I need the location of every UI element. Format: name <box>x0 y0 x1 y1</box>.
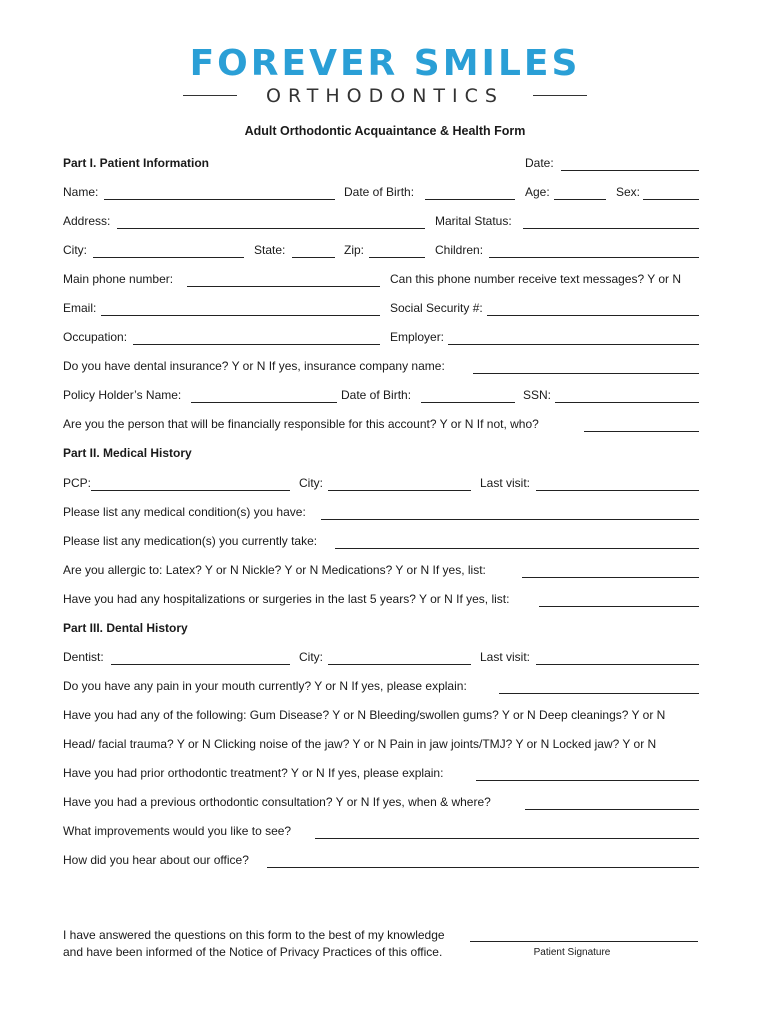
state-label: State: <box>254 243 286 257</box>
pcp-field[interactable] <box>91 490 290 491</box>
mouth-pain-question: Do you have any pain in your mouth currently? Y or N If yes, please explain: <box>63 679 467 693</box>
date-label: Date: <box>525 156 554 170</box>
text-messages-question: Can this phone number receive text messages? Y or N <box>390 272 682 286</box>
address-label: Address: <box>63 214 111 228</box>
row-medical-conditions <box>63 504 699 522</box>
row-phone <box>63 271 699 289</box>
form-title: Adult Orthodontic Acquaintance & Health Form <box>244 124 526 138</box>
pcp-last-visit-label: Last visit: <box>480 476 531 490</box>
row-prior-ortho <box>63 765 699 783</box>
row-mouth-pain <box>63 678 699 696</box>
row-trauma <box>63 736 699 754</box>
zip-field[interactable] <box>369 257 425 258</box>
row-improvements <box>63 823 699 841</box>
row-dentist <box>63 649 699 667</box>
dentist-last-visit-field[interactable] <box>536 664 699 665</box>
row-referral <box>63 852 699 870</box>
improvements-question: What improvements would you like to see? <box>63 824 292 838</box>
main-phone-label: Main phone number: <box>63 272 174 286</box>
referral-field[interactable] <box>267 867 699 868</box>
medical-conditions-field[interactable] <box>321 519 699 520</box>
row-hospitalizations <box>63 591 699 609</box>
medical-conditions-question: Please list any medical condition(s) you have: <box>63 505 306 519</box>
part1-heading: Part I. Patient Information <box>63 156 210 170</box>
pcp-last-visit-field[interactable] <box>536 490 699 491</box>
occupation-label: Occupation: <box>63 330 128 344</box>
attestation-text <box>63 927 445 961</box>
occupation-field[interactable] <box>133 344 380 345</box>
row-medications <box>63 533 699 551</box>
trauma-question: Head/ facial trauma? Y or N Clicking noise of the jaw? Y or N Pain in jaw joints/TMJ? Y or N Locked jaw? Y or N <box>63 737 657 751</box>
dentist-last-visit-label: Last visit: <box>480 650 531 664</box>
children-label: Children: <box>435 243 484 257</box>
policy-holder-field[interactable] <box>191 402 337 403</box>
row-occupation <box>63 329 699 347</box>
pcp-city-field[interactable] <box>328 490 471 491</box>
row-pcp <box>63 475 699 493</box>
part3-heading: Part III. Dental History <box>63 621 188 635</box>
row-consultation <box>63 794 699 812</box>
brand-subtitle: ORTHODONTICS <box>266 85 504 107</box>
row-financial <box>63 416 699 434</box>
prior-ortho-field[interactable] <box>476 780 699 781</box>
attestation-line-2: and have been informed of the Notice of Privacy Practices of this office. <box>63 945 443 959</box>
employer-field[interactable] <box>448 344 699 345</box>
employer-label: Employer: <box>390 330 445 344</box>
row-allergies <box>63 562 699 580</box>
row-city <box>63 242 699 260</box>
allergies-field[interactable] <box>522 577 699 578</box>
medications-field[interactable] <box>335 548 699 549</box>
address-field[interactable] <box>117 228 425 229</box>
row-email <box>63 300 699 318</box>
row-part1-heading <box>63 155 699 173</box>
row-policy-holder <box>63 387 699 405</box>
zip-label: Zip: <box>344 243 365 257</box>
children-field[interactable] <box>489 257 699 258</box>
insurance-company-field[interactable] <box>473 373 699 374</box>
marital-field[interactable] <box>523 228 699 229</box>
dentist-city-label: City: <box>299 650 323 664</box>
marital-label: Marital Status: <box>435 214 512 228</box>
row-insurance <box>63 358 699 376</box>
consultation-question: Have you had a previous orthodontic consultation? Y or N If yes, when & where? <box>63 795 491 809</box>
policy-dob-label: Date of Birth: <box>341 388 412 402</box>
dentist-label: Dentist: <box>63 650 104 664</box>
city-field[interactable] <box>93 257 244 258</box>
financial-who-field[interactable] <box>584 431 699 432</box>
row-part3-heading <box>63 620 699 638</box>
dentist-city-field[interactable] <box>328 664 471 665</box>
patient-signature-label: Patient Signature <box>533 947 611 958</box>
part2-heading: Part II. Medical History <box>63 446 192 460</box>
policy-holder-label: Policy Holder’s Name: <box>63 388 182 402</box>
city-label: City: <box>63 243 87 257</box>
name-field[interactable] <box>104 199 335 200</box>
brand-subtitle-block <box>183 84 587 108</box>
subtitle-rule-right <box>533 95 587 96</box>
attestation-line-1: I have answered the questions on this form to the best of my knowledge <box>63 928 445 942</box>
consultation-field[interactable] <box>525 809 699 810</box>
name-label: Name: <box>63 185 99 199</box>
dental-conditions-question: Have you had any of the following: Gum Disease? Y or N Bleeding/swollen gums? Y or N Deep cleanings? Y or N <box>63 708 666 722</box>
policy-dob-field[interactable] <box>421 402 515 403</box>
dob-field[interactable] <box>425 199 515 200</box>
state-field[interactable] <box>292 257 335 258</box>
prior-ortho-question: Have you had prior orthodontic treatment? Y or N If yes, please explain: <box>63 766 444 780</box>
age-label: Age: <box>525 185 550 199</box>
medications-question: Please list any medication(s) you currently take: <box>63 534 318 548</box>
pcp-label: PCP: <box>63 476 92 490</box>
age-field[interactable] <box>554 199 606 200</box>
row-name <box>63 184 699 202</box>
pcp-city-label: City: <box>299 476 323 490</box>
mouth-pain-field[interactable] <box>499 693 699 694</box>
patient-signature-field[interactable] <box>470 941 698 942</box>
financial-question: Are you the person that will be financially responsible for this account? Y or N If not, who? <box>63 417 539 431</box>
policy-ssn-label: SSN: <box>523 388 552 402</box>
hospitalizations-question: Have you had any hospitalizations or surgeries in the last 5 years? Y or N If yes, list: <box>63 592 510 606</box>
brand-name: FOREVER SMILES <box>189 43 581 84</box>
sex-label: Sex: <box>616 185 641 199</box>
sex-field[interactable] <box>643 199 699 200</box>
email-field[interactable] <box>101 315 380 316</box>
ssn-field[interactable] <box>487 315 699 316</box>
referral-question: How did you hear about our office? <box>63 853 249 867</box>
ssn-label: Social Security #: <box>390 301 483 315</box>
main-phone-field[interactable] <box>187 286 380 287</box>
subtitle-rule-left <box>183 95 237 96</box>
improvements-field[interactable] <box>315 838 699 839</box>
allergies-question: Are you allergic to: Latex? Y or N Nickle? Y or N Medications? Y or N If yes, list: <box>63 563 486 577</box>
insurance-question: Do you have dental insurance? Y or N If yes, insurance company name: <box>63 359 445 373</box>
email-label: Email: <box>63 301 97 315</box>
date-field[interactable] <box>561 170 699 171</box>
row-dental-conditions <box>63 707 699 725</box>
row-address <box>63 213 699 231</box>
dob-label: Date of Birth: <box>344 185 415 199</box>
policy-ssn-field[interactable] <box>555 402 699 403</box>
hospitalizations-field[interactable] <box>539 606 699 607</box>
row-part2-heading <box>63 445 699 463</box>
dentist-field[interactable] <box>111 664 290 665</box>
